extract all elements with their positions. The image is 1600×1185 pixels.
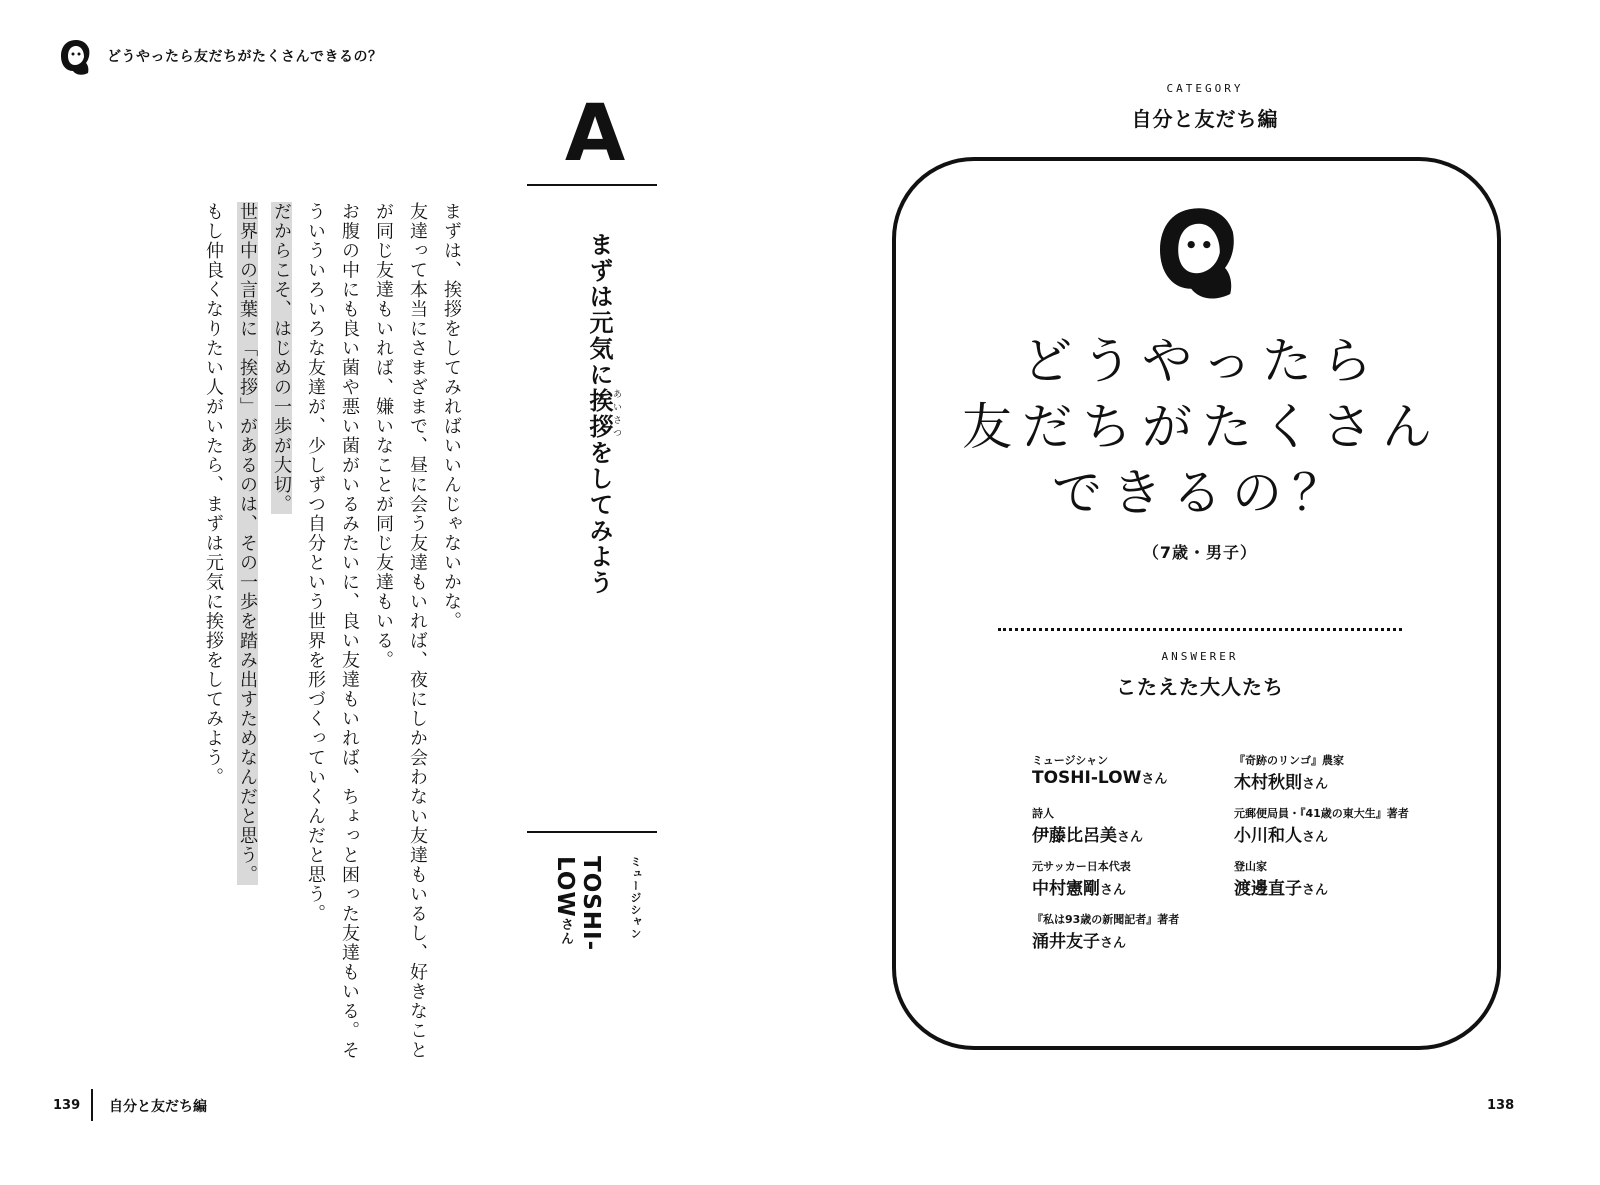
answerer-role: 登山家: [1234, 860, 1267, 873]
headline-ruby-ai: 挨あい: [585, 388, 621, 414]
answerer-role: 元郵便局員・『41歳の東大生』著者: [1234, 807, 1409, 820]
headline-ruby-satsu: 拶さつ: [585, 414, 621, 440]
answerer-suffix: さん: [1302, 830, 1329, 845]
body-paragraph: まずは、挨拶をしてみればいいんじゃないかな。: [441, 202, 462, 631]
highlight: 世界中の言葉に「挨拶」があるのは、その一歩を踏み出すためなんだと思う。: [237, 202, 258, 885]
answerer-suffix: さん: [1302, 777, 1329, 792]
answerer-suffix: さん: [1117, 830, 1144, 845]
page-number-right: 138: [1487, 1098, 1515, 1113]
answerer-entry: [1234, 752, 1454, 793]
answerer-entry: [1234, 858, 1454, 899]
answerer-entry: [1032, 805, 1252, 846]
answerer-title: こたえた大人たち: [1116, 675, 1284, 699]
question-title: [952, 328, 1452, 526]
question-line: 友だちがたくさん: [962, 398, 1442, 456]
answerer-name: 木村秋則: [1234, 773, 1302, 793]
headline-top-rule: [527, 184, 657, 186]
page-number-left: 139: [53, 1098, 81, 1113]
running-header-title: どうやったら友だちがたくさんできるの？: [107, 49, 383, 65]
body-paragraph-highlighted: [264, 202, 298, 1062]
footer-section-title: 自分と友だち編: [109, 1099, 207, 1115]
answer-mark-letter: A: [564, 92, 626, 168]
credit-role: ミュージシャン: [629, 856, 642, 940]
answerer-entry: [1234, 805, 1454, 846]
credit-name-text: TOSHI-LOW: [552, 856, 604, 952]
asker-label: （7歳・男子）: [1142, 543, 1258, 562]
body-paragraph-highlighted: [230, 202, 264, 1062]
answerer-name: 伊藤比呂美: [1032, 826, 1117, 846]
question-line: できるの？: [1052, 464, 1352, 522]
answerer-role: 元サッカー日本代表: [1032, 860, 1131, 873]
answerer-entry: [1032, 858, 1252, 899]
answerer-suffix: さん: [1100, 936, 1127, 951]
headline-part2: をしてみよう: [585, 440, 613, 596]
character-icon: [1152, 203, 1246, 307]
category-eyebrow: CATEGORY: [1166, 82, 1244, 95]
question-line: どうやったら: [1022, 332, 1382, 390]
credit-name-suffix: さん: [558, 917, 573, 946]
answerer-role: 詩人: [1032, 807, 1054, 820]
answerer-name: TOSHI-LOW: [1032, 768, 1142, 788]
answer-body: [196, 202, 468, 1062]
body-paragraph: お腹の中にも良い菌や悪い菌がいるみたいに、良い友達もいれば、ちょっと困った友達もいる。そういういろいろな友達が、少しずつ自分という世界を形づくっていくんだと思う。: [305, 202, 360, 1060]
answerer-entry: [1032, 752, 1252, 788]
answerer-entry: [1032, 911, 1252, 952]
answerer-name: 中村憲剛: [1032, 879, 1100, 899]
category-title: 自分と友だち編: [1131, 107, 1279, 131]
answerer-name: 渡邊直子: [1234, 879, 1302, 899]
body-paragraph: もし仲良くなりたい人がいたら、まずは元気に挨拶をしてみよう。: [203, 202, 224, 787]
answer-headline: [580, 232, 621, 596]
answerer-suffix: さん: [1302, 883, 1329, 898]
answerer-role: 『奇跡のリンゴ』農家: [1234, 754, 1344, 767]
credit-name: [552, 856, 604, 986]
answerer-role: ミュージシャン: [1032, 754, 1109, 767]
answerer-name: 小川和人: [1234, 826, 1302, 846]
answerer-name: 涌井友子: [1032, 932, 1100, 952]
highlight: だからこそ、はじめの一歩が大切。: [271, 202, 292, 514]
dotted-divider: [998, 628, 1402, 631]
character-icon: [58, 38, 94, 78]
answerer-role: 『私は93歳の新聞記者』著者: [1032, 913, 1180, 926]
answerer-eyebrow: ANSWERER: [1161, 650, 1239, 663]
footer-divider: [91, 1089, 93, 1121]
answer-mark: [560, 92, 630, 168]
credit-top-rule: [527, 831, 657, 833]
headline-part1: まずは元気に: [585, 232, 613, 388]
answerer-suffix: さん: [1141, 772, 1168, 787]
body-paragraph: 友達って本当にさまざまで、昼に会う友達もいれば、夜にしか会わない友達もいるし、好きなことが同じ友達もいれば、嫌いなことが同じ友達もいる。: [373, 202, 428, 1060]
answerer-suffix: さん: [1100, 883, 1127, 898]
